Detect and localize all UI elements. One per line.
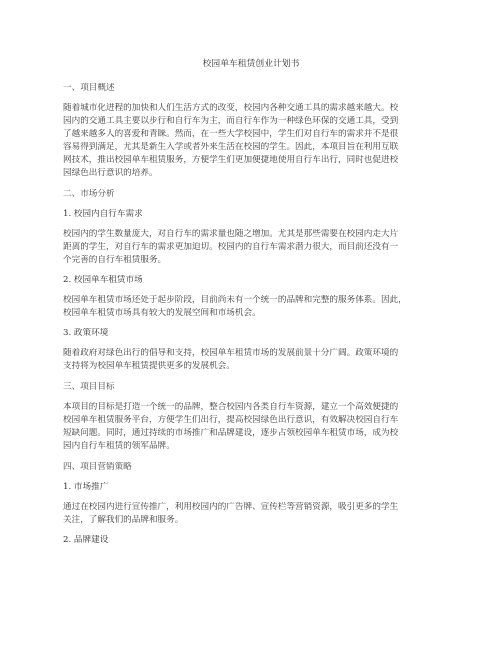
document-title: 校园单车租赁创业计划书 [202,59,300,69]
paragraph-line: 本项目的目标是打造一个统一的品牌，整合校园内各类自行车资源，建立一个高效便捷的 [63,402,399,412]
subsection-heading: 1. 校园内自行车需求 [63,209,143,219]
paragraph-line: 校园单车租赁服务平台，方便学生们出行，提高校园绿色出行意识，有效解决校园自行车 [63,415,399,425]
section-heading: 一、项目概述 [63,83,115,93]
paragraph-line: 园内的交通工具主要以步行和自行车为主，而自行车作为一种绿色环保的交通工具，受到 [63,116,399,126]
paragraph-line: 距离的学生，对自行车的需求更加迫切。校园内的自行车需求潜力很大，而目前还没有一 [63,242,399,252]
paragraph-line: 支持将为校园单车租赁提供更多的发展机会。 [63,361,235,371]
section-heading: 三、项目目标 [63,382,115,392]
paragraph-line: 网技术，推出校园单车租赁服务，方便学生们更加便捷地使用自行车出行，同时也促进校 [63,155,399,165]
section-heading: 二、市场分析 [63,189,115,199]
subsection-heading: 3. 政策环境 [63,328,109,338]
subsection-heading: 2. 品牌建设 [63,535,109,545]
subsection-heading: 2. 校园单车租赁市场 [63,275,143,285]
paragraph-line: 短缺问题。同时，通过持续的市场推广和品牌建设，逐步占领校园单车租赁市场，成为校 [63,428,399,438]
paragraph-line: 校园单车租赁市场还处于起步阶段，目前尚未有一个统一的品牌和完整的服务体系。因此， [63,295,407,305]
paragraph-line: 关注，了解我们的品牌和服务。 [63,515,184,525]
paragraph-line: 个完善的自行车租赁服务。 [63,255,167,265]
paragraph-line: 校园单车租赁市场具有较大的发展空间和市场机会。 [63,308,261,318]
paragraph-line: 随着政府对绿色出行的倡导和支持，校园单车租赁市场的发展前景十分广阔。政策环境的 [63,348,399,358]
paragraph-line: 校园内的学生数量庞大，对自行车的需求量也随之增加。尤其是那些需要在校园内走大片 [63,229,399,239]
section-heading: 四、项目营销策略 [63,462,132,472]
paragraph-line: 园内自行车租赁的领军品牌。 [63,441,175,451]
subsection-heading: 1. 市场推广 [63,482,109,492]
paragraph-line: 了越来越多人的喜爱和青睐。然而，在一些大学校园中，学生们对自行车的需求并不是很 [63,129,399,139]
paragraph-line: 通过在校园内进行宣传推广，利用校园内的广告牌、宣传栏等营销资源，吸引更多的学生 [63,502,399,512]
paragraph-line: 容易得到满足，尤其是新生入学或者外来生活在校园的学生。因此，本项目旨在利用互联 [63,142,399,152]
paragraph-line: 园绿色出行意识的培养。 [63,168,158,178]
paragraph-line: 随着城市化进程的加快和人们生活方式的改变，校园内各种交通工具的需求越来越大。校 [63,103,399,113]
